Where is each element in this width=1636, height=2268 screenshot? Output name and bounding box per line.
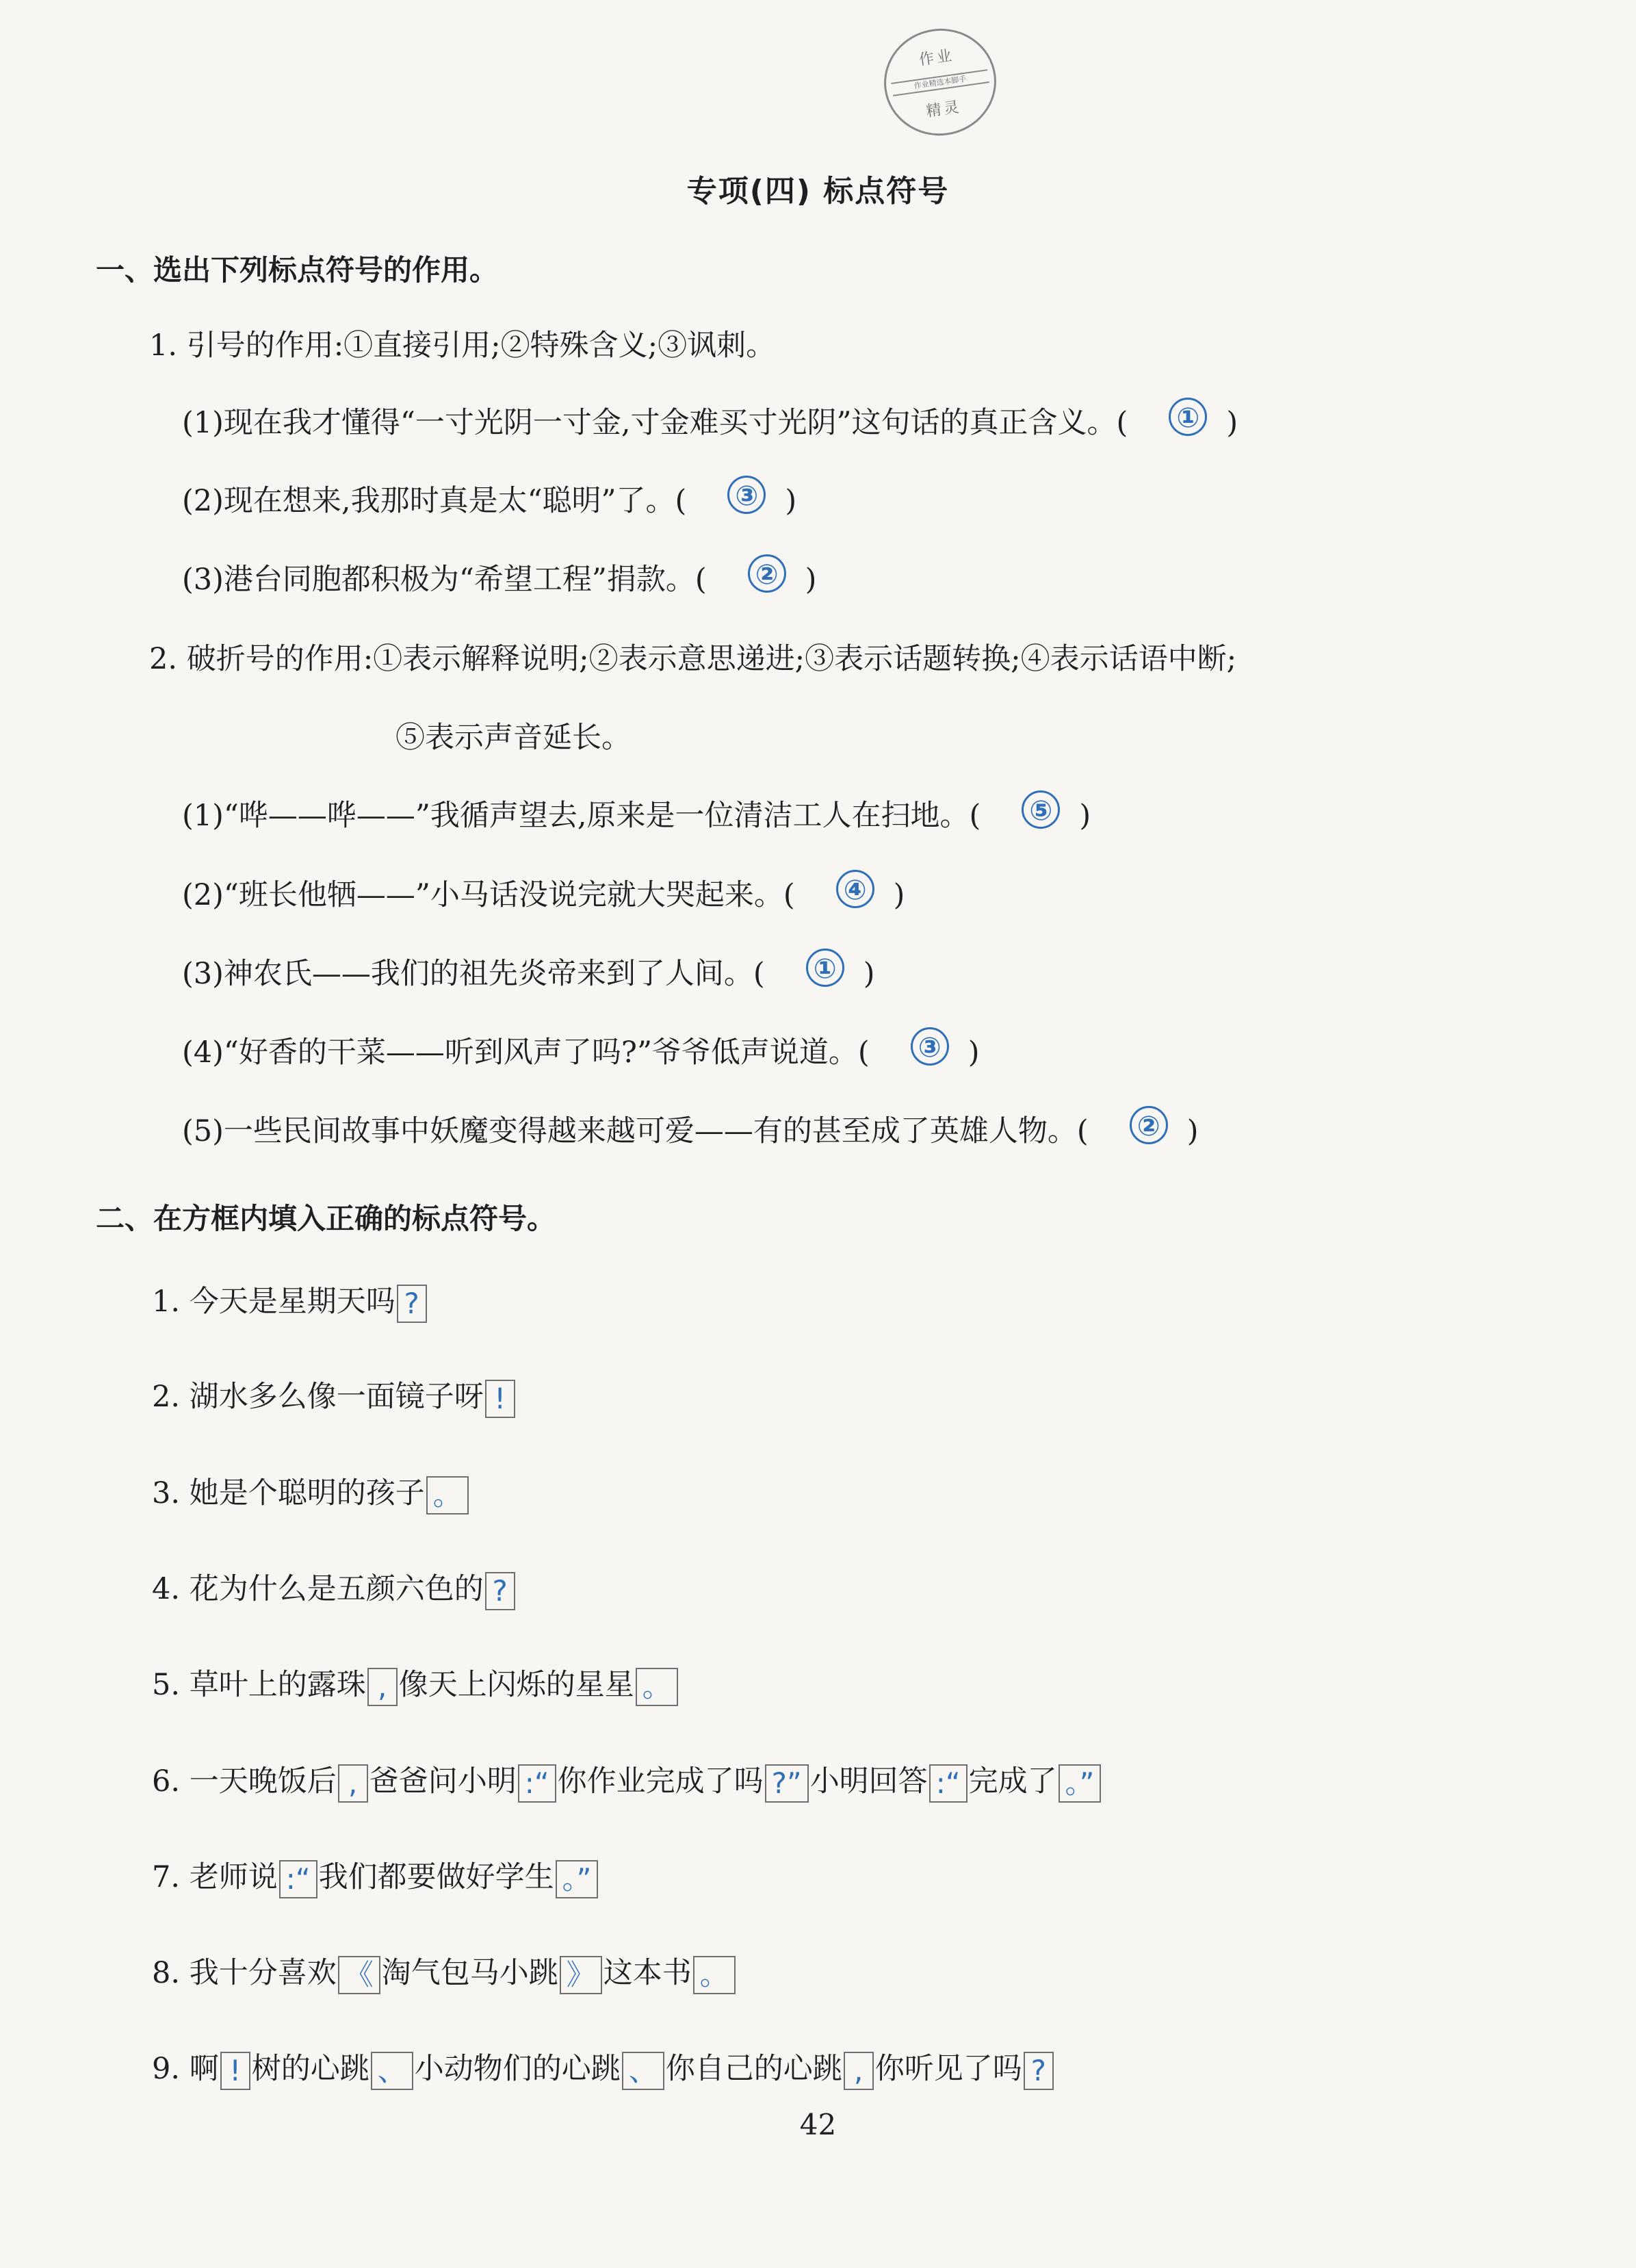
fill-item-9-text-5: 你听见了吗 — [874, 2052, 1022, 2086]
answer-box: ? — [397, 1285, 427, 1323]
fill-item-6-text-4: 小明回答 — [809, 1764, 928, 1799]
q2-item-2-close: ) — [893, 878, 905, 912]
q1-item-3 — [182, 559, 816, 601]
q2-item-4-text: (4)“好香的干菜——听到风声了吗?”爷爷低声说道。( — [182, 1035, 870, 1070]
fill-item-8-text-3: 这本书 — [603, 1956, 692, 1990]
q1-item-2-answer: ③ — [727, 476, 766, 514]
q1-item-1-close: ) — [1226, 406, 1238, 440]
q2-item-5-close: ) — [1186, 1114, 1199, 1148]
answer-box: 》 — [560, 1956, 602, 1994]
fill-item-6 — [152, 1761, 1102, 1803]
fill-item-3 — [152, 1473, 470, 1515]
answer-box: , — [367, 1668, 398, 1706]
answer-box: :“ — [279, 1860, 317, 1898]
q1-item-1 — [182, 402, 1238, 444]
fill-item-4-text: 4. 花为什么是五颜六色的 — [152, 1572, 484, 1606]
fill-item-6-text-2: 爸爸问小明 — [369, 1764, 517, 1799]
q2-stem-continued: ⑤表示声音延长。 — [395, 721, 631, 755]
q2-item-2-answer: ④ — [836, 870, 874, 908]
q1-stem: 1. 引号的作用:①直接引用;②特殊含义;③讽刺。 — [149, 328, 776, 363]
fill-item-9-text-2: 树的心跳 — [251, 2052, 369, 2086]
fill-item-3-text: 3. 她是个聪明的孩子 — [152, 1476, 425, 1510]
q2-item-2 — [182, 875, 905, 916]
answer-box: ! — [485, 1380, 515, 1418]
fill-item-7 — [152, 1857, 599, 1898]
fill-item-5-text-2: 像天上闪烁的星星 — [398, 1668, 634, 1702]
fill-item-5 — [152, 1664, 679, 1706]
q2-item-4-answer: ③ — [911, 1027, 949, 1066]
q2-item-5-text: (5)一些民间故事中妖魔变得越来越可爱——有的甚至成了英雄人物。( — [182, 1114, 1089, 1148]
fill-item-5-text: 5. 草叶上的露珠 — [152, 1668, 366, 1702]
fill-item-7-text-2: 我们都要做好学生 — [318, 1860, 554, 1894]
q1-item-2-close: ) — [785, 484, 797, 518]
page-title: 专项(四) 标点符号 — [686, 174, 950, 209]
fill-item-6-text-3: 你作业完成了吗 — [557, 1764, 764, 1799]
answer-box: ? — [485, 1572, 515, 1610]
q1-item-1-text: (1)现在我才懂得“一寸光阴一寸金,寸金难买寸光阴”这句话的真正含义。( — [182, 406, 1128, 440]
fill-item-2 — [152, 1376, 517, 1418]
q2-item-5 — [182, 1111, 1198, 1152]
stamp-bottom-text: 精灵 — [925, 99, 963, 121]
q2-item-3 — [182, 953, 874, 995]
q1-item-2 — [182, 480, 796, 522]
answer-box: 。 — [693, 1956, 736, 1994]
answer-box: ? — [1024, 2052, 1054, 2090]
q2-item-1-close: ) — [1079, 799, 1091, 833]
answer-box: , — [338, 1764, 368, 1803]
fill-item-9-text: 9. 啊 — [152, 2052, 219, 2086]
q2-item-3-close: ) — [863, 957, 875, 991]
answer-box: 《 — [338, 1956, 380, 1994]
fill-item-8-text: 8. 我十分喜欢 — [152, 1956, 337, 1990]
q2-item-4-close: ) — [968, 1035, 980, 1070]
fill-item-4 — [152, 1569, 517, 1610]
page-number: 42 — [799, 2108, 837, 2141]
answer-box: :“ — [929, 1764, 968, 1803]
q2-item-5-answer: ② — [1130, 1106, 1168, 1144]
answer-box: ?” — [765, 1764, 809, 1803]
q2-item-1-answer: ⑤ — [1022, 790, 1060, 829]
q2-item-3-text: (3)神农氏——我们的祖先炎帝来到了人间。( — [182, 957, 765, 991]
q2-item-1 — [182, 795, 1091, 837]
section-1-heading: 一、选出下列标点符号的作用。 — [96, 253, 499, 287]
fill-item-1-text: 1. 今天是星期天吗 — [152, 1285, 395, 1319]
answer-box: , — [844, 2052, 874, 2090]
q1-item-1-answer: ① — [1169, 398, 1207, 436]
stamp-middle-text: 作业精选本脚手 — [891, 69, 989, 96]
q2-item-1-text: (1)“哗——哗——”我循声望去,原来是一位清洁工人在扫地。( — [182, 799, 981, 833]
q1-item-2-text: (2)现在想来,我那时真是太“聪明”了。( — [182, 484, 687, 518]
stamp-top-text: 作业 — [918, 47, 956, 69]
fill-item-6-text-5: 完成了 — [968, 1764, 1057, 1799]
fill-item-8 — [152, 1953, 737, 1994]
answer-box: 、 — [622, 2052, 664, 2090]
fill-item-7-text: 7. 老师说 — [152, 1860, 278, 1894]
answer-box: 。” — [1059, 1764, 1102, 1803]
fill-item-6-text: 6. 一天晚饭后 — [152, 1764, 337, 1799]
q1-item-3-close: ) — [805, 563, 817, 597]
q2-item-2-text: (2)“班长他牺——”小马话没说完就大哭起来。( — [182, 878, 795, 912]
answer-box: 、 — [371, 2052, 413, 2090]
answer-box: ! — [220, 2052, 250, 2090]
fill-item-9-text-4: 你自己的心跳 — [665, 2052, 842, 2086]
homework-stamp-logo — [877, 21, 1003, 142]
fill-item-9-text-3: 小动物们的心跳 — [414, 2052, 621, 2086]
q1-item-3-text: (3)港台同胞都积极为“希望工程”捐款。( — [182, 563, 707, 597]
answer-box: 。” — [556, 1860, 599, 1898]
q1-item-3-answer: ② — [748, 554, 786, 593]
q2-item-4 — [182, 1032, 980, 1074]
q2-item-3-answer: ① — [806, 949, 844, 987]
section-2-heading: 二、在方框内填入正确的标点符号。 — [96, 1202, 556, 1235]
fill-item-1 — [152, 1281, 428, 1323]
answer-box: 。 — [426, 1476, 469, 1515]
fill-item-9 — [152, 2048, 1055, 2090]
fill-item-8-text-2: 淘气包马小跳 — [381, 1956, 558, 1990]
fill-item-2-text: 2. 湖水多么像一面镜子呀 — [152, 1380, 484, 1414]
answer-box: 。 — [636, 1668, 678, 1706]
q2-stem: 2. 破折号的作用:①表示解释说明;②表示意思递进;③表示话题转换;④表示话语中断; — [149, 642, 1237, 676]
answer-box: :“ — [518, 1764, 556, 1803]
